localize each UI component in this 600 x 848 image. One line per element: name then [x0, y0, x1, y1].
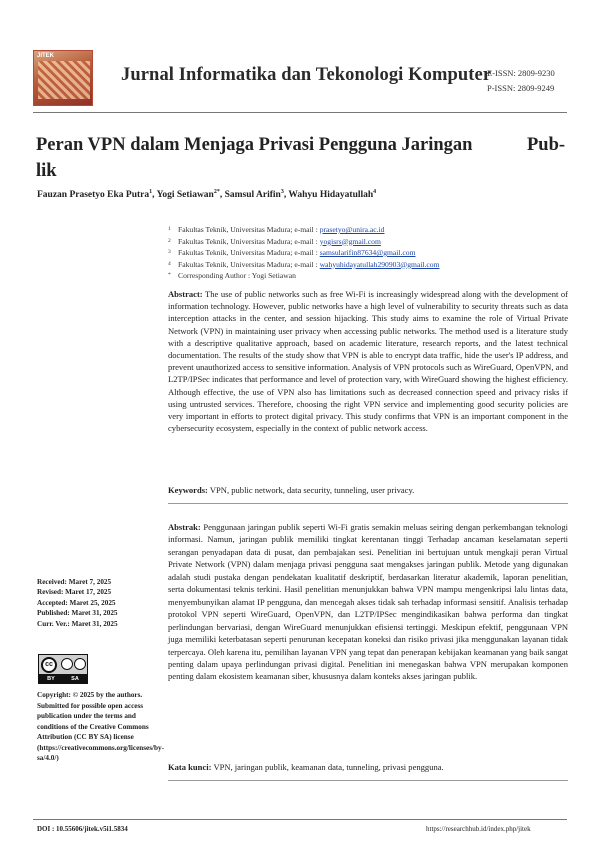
- date-published: Published: Maret 31, 2025: [37, 609, 118, 618]
- affiliation-text: Fakultas Teknik, Universitas Madura; e-mail :: [178, 236, 320, 246]
- issn-block: [487, 66, 555, 96]
- header-divider: [33, 112, 567, 113]
- date-accepted: Accepted: Maret 25, 2025: [37, 598, 116, 607]
- cc-badge-labels: [39, 674, 87, 684]
- author-name: Wahyu Hidayatullah: [288, 190, 374, 200]
- author-sup: 3: [280, 189, 284, 195]
- publication-dates: [37, 577, 155, 629]
- pissn: P-ISSN: 2809-9249: [487, 83, 555, 93]
- author-list: Fauzan Prasetyo Eka Putra$^1$, Yogi Setiawan$^{2*}$, Samsul Arifin$^3$, Wahyu Hidayatullah$^4$: [37, 189, 377, 200]
- date-received: Received: Maret 7, 2025: [37, 578, 112, 586]
- footer-divider: [33, 819, 567, 820]
- copyright-notice: Copyright: © 2025 by the authors. Submitted for possible open access publication under the terms and conditions of the Creative Commons Attribution (CC BY SA) license (https://creativecommons.org/licenses/by-sa/4.0/): [37, 691, 165, 762]
- affiliation-email-link[interactable]: wahyuhidayatullah290903@gmail.com: [319, 259, 440, 269]
- affiliation-row: [168, 224, 568, 236]
- doi[interactable]: DOI : 10.55606/jitek.v5i1.5834: [37, 825, 128, 833]
- journal-url-link[interactable]: https://researchhub.id/index.php/jitek: [426, 825, 531, 833]
- cc-sa-label: SA: [71, 676, 79, 682]
- date-current-version: Curr. Ver.: Maret 31, 2025: [37, 619, 118, 628]
- keywords-id: [168, 762, 568, 772]
- author-name: Fauzan Prasetyo Eka Putra: [37, 190, 150, 200]
- logo-graphic: [38, 61, 90, 99]
- affiliation-num: 3: [168, 249, 171, 255]
- keywords-id-label: Kata kunci:: [168, 762, 212, 772]
- affiliation-num: *: [168, 272, 171, 278]
- keywords-en: [168, 485, 568, 495]
- logo-text: JITEK: [37, 53, 55, 59]
- affiliation-row: [168, 259, 568, 271]
- author-sup: 1: [149, 189, 153, 195]
- author-sup: 2*: [213, 189, 220, 195]
- affiliation-num: 2: [168, 237, 171, 244]
- journal-header: [0, 0, 600, 108]
- paper-title: [36, 132, 568, 184]
- corresponding-author: [168, 270, 568, 282]
- attribution-icon: [61, 658, 73, 670]
- paper-title-hyphen-part: Pub-: [527, 135, 566, 155]
- affiliation-text: Fakultas Teknik, Universitas Madura; e-mail :: [178, 248, 320, 257]
- abstract-en: [168, 288, 568, 434]
- abstract-id: [168, 521, 568, 683]
- affiliation-row: [168, 236, 568, 248]
- affiliation-row: [168, 247, 568, 259]
- affiliation-text: Fakultas Teknik, Universitas Madura; e-mail :: [178, 225, 320, 234]
- eissn: E-ISSN: 2809-9230: [487, 68, 555, 78]
- affiliation-email-link[interactable]: samsularifin87634@gmail.com: [319, 248, 416, 257]
- keywords-id-divider: [168, 780, 568, 781]
- keywords-en-text: VPN, public network, data security, tunneling, user privacy.: [209, 485, 415, 495]
- abstract-en-text: The use of public networks such as free Wi-Fi is increasingly widespread along with the development of information technology. However, public networks have a high level of vulnerability to security threats such as data interception attacks in the center, and session hijacking. This study aims to examine the role of Virtual Private Network (VPN) in maintaining user privacy when accessing public networks. The method used is a literature study with a descriptive qualitative approach, based on academic literature, research reports, and the latest technical documentation. The results of the study show that VPN is able to encrypt data traffic, hide the user's IP address, and prevent unauthorized access to sensitive information. Analysis of VPN protocols such as WireGuard, OpenVPN, and L2TP/IPSec indicates that performance and level of protection vary, with WireGuard showing the highest efficiency. Although effective, the use of VPN also has limitations such as decreased connection speed and privacy risks if using untrusted services. Therefore, choosing the right VPN service and implementing good security policies are very important in efforts to protect digital privacy. This study confirms that VPN is an important component in the cybersecurity ecosystem, especially in the context of public network access.: [168, 289, 568, 434]
- author-sup: 4: [373, 189, 377, 195]
- abstract-id-label: Abstrak:: [168, 522, 201, 532]
- affiliation-num: 1: [168, 226, 171, 232]
- affiliations: [168, 224, 568, 282]
- affiliation-text: Fakultas Teknik, Universitas Madura; e-mail :: [178, 259, 320, 269]
- abstract-id-text: Penggunaan jaringan publik seperti Wi-Fi gratis semakin meluas seiring dengan perkembangan teknologi informasi. Namun, jaringan publik memiliki tingkat kerentanan tinggi Terhadap ancaman keselamatan seperti serangan penyadapan data di pusat, dan pembajakan sesi. Penelitian ini bertujuan untuk mengkaji peran Virtual Private Network (VPN) dalam menjaga privasi pengguna saat mengakses jaringan publik. Metode yang digunakan adalah studi pustaka dengan pendekatan kualitatif deskriptif, berdasarkan literatur akademik, laporan penelitian, serta dokumentasi teknis terkini. Hasil penelitian menunjukkan bahwa VPN mampu mengenkripsi lalu lintas data, menyembunyikan alamat IP pengguna, dan mencegah akses tidak sah terhadap informasi sensitif. Analisis terhadap protokol VPN seperti WireGuard, OpenVPN, dan L2TP/IPSec mengindikasikan bahwa performa dan tingkat perlindungan bervariasi, dengan WireGuard menunjukkan efisiensi tertinggi. Meskipun efektif, penggunaan VPN juga memiliki keterbatasan seperti penurunan kecepatan koneksi dan risiko privasi jika menggunakan layanan tidak terpercaya. Oleh karena itu, pemilihan layanan VPN yang tepat dan penerapan kebijakan keamanan yang baik sangat penting dalam upaya perlindungan privasi digital. Penelitian ini menegaskan bahwa VPN merupakan komponen penting dalam ekosistem keamanan siber, khususnya dalam konteks akses jaringan publik.: [168, 522, 568, 682]
- abstract-en-label: Abstract:: [168, 289, 203, 299]
- affiliation-num: 4: [168, 260, 171, 267]
- share-alike-icon: [74, 658, 86, 670]
- cc-badge-top: [39, 655, 87, 674]
- keywords-en-divider: [168, 503, 568, 504]
- keywords-id-text: VPN, jaringan publik, keamanan data, tunneling, privasi pengguna.: [213, 762, 444, 772]
- keywords-en-label: Keywords:: [168, 485, 208, 495]
- affiliation-email-link[interactable]: yogisrs@gmail.com: [319, 236, 381, 246]
- cc-by-sa-badge[interactable]: [38, 654, 88, 684]
- author-name: Yogi Setiawan: [156, 190, 214, 200]
- paper-title-line2: lik: [36, 161, 57, 181]
- cc-by-label: BY: [47, 676, 55, 682]
- affiliation-text: Corresponding Author : Yogi Setiawan: [178, 271, 296, 280]
- journal-title: Jurnal Informatika dan Tekonologi Komputer: [121, 65, 492, 85]
- affiliation-email-link[interactable]: prasetyo@unira.ac.id: [319, 225, 385, 234]
- cc-icon: cc: [41, 657, 57, 673]
- paper-title-line1: Peran VPN dalam Menjaga Privasi Pengguna Jaringan: [36, 135, 473, 155]
- date-revised: Revised: Maret 17, 2025: [37, 588, 112, 597]
- author-name: Samsul Arifin: [224, 190, 281, 200]
- journal-logo: [33, 50, 93, 106]
